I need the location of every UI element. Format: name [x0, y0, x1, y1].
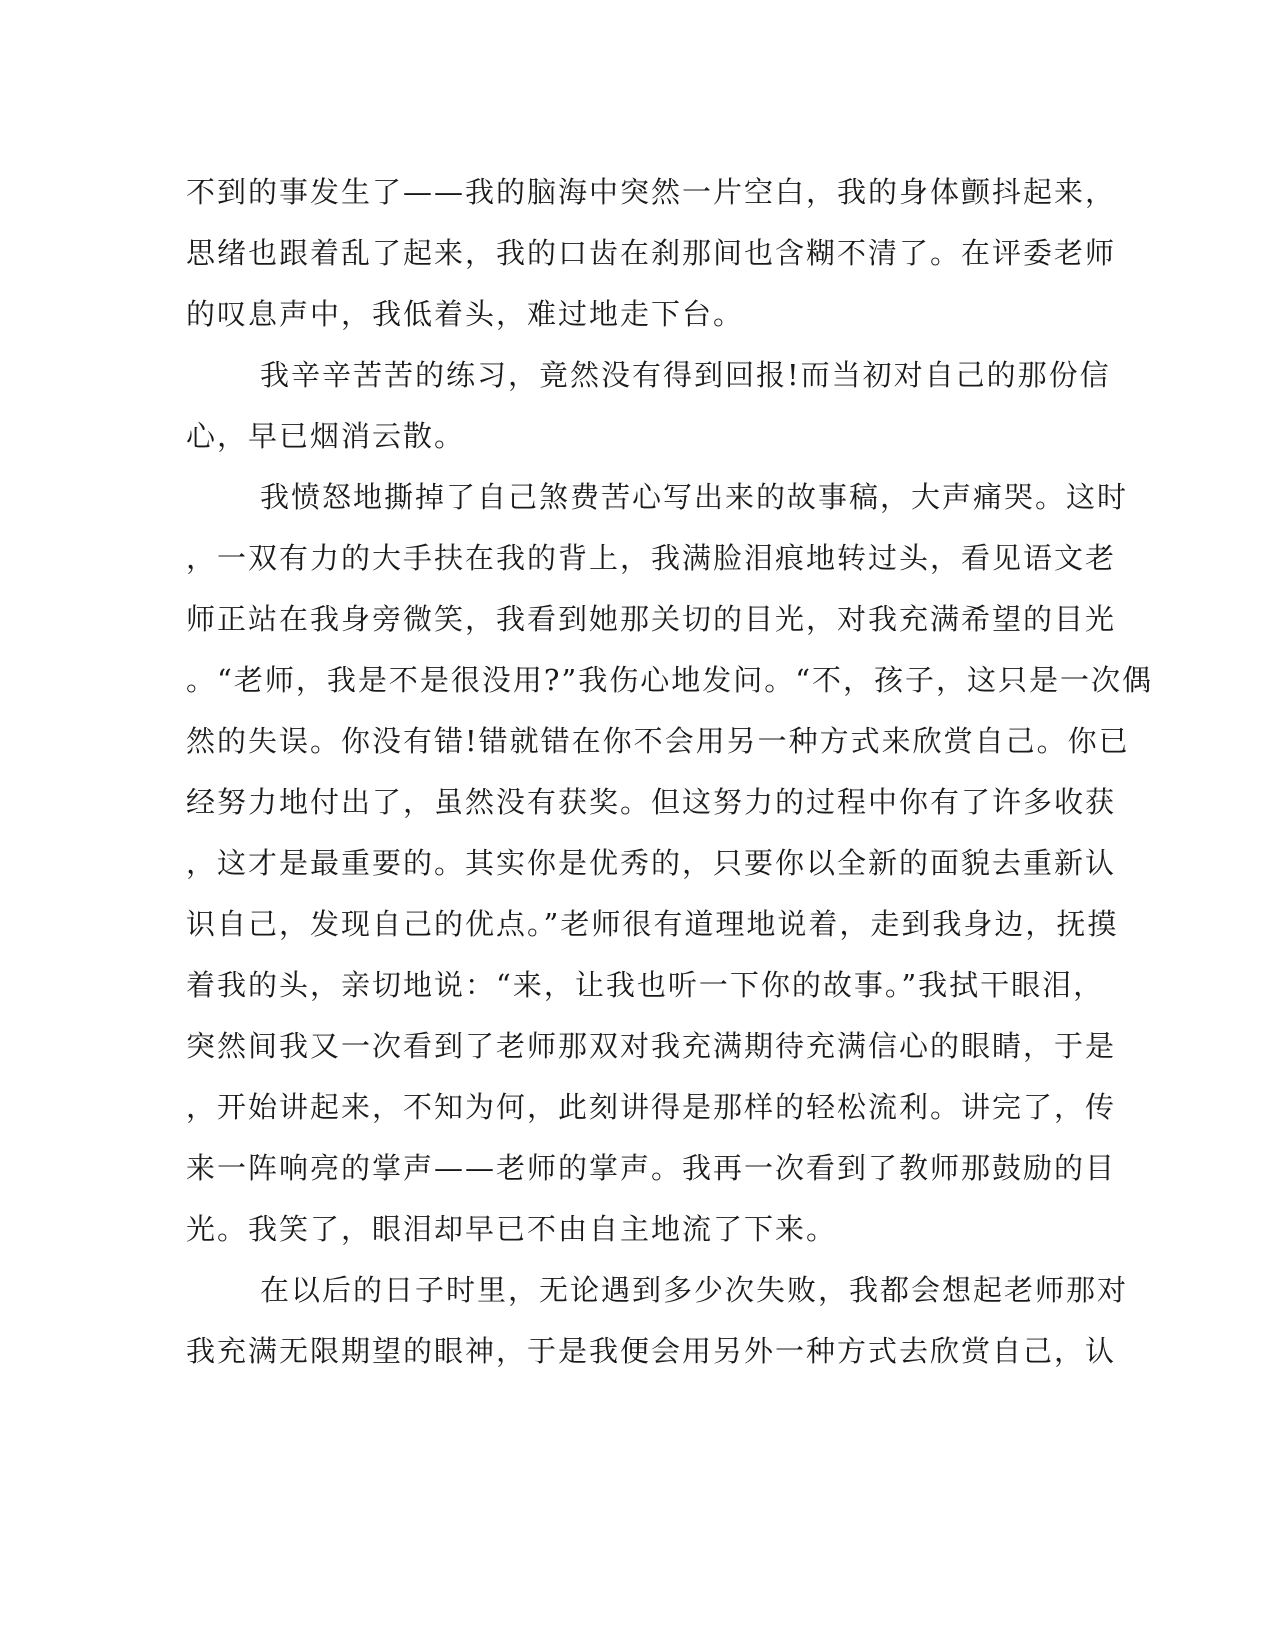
text-line: 然的失误。你没有错!错就错在你不会用另一种方式来欣赏自己。你已 [186, 724, 1130, 758]
document-body [186, 162, 1154, 1382]
text-line: 不到的事发生了——我的脑海中突然一片空白，我的身体颤抖起来， [186, 175, 1117, 209]
text-line: 心，早已烟消云散。 [186, 419, 466, 453]
text-line: 光。我笑了，眼泪却早已不由自主地流了下来。 [186, 1212, 838, 1246]
paragraph-start-line: 在以后的日子时里，无论遇到多少次失败，我都会想起老师那对 [260, 1273, 1129, 1307]
text-line: ，这才是最重要的。其实你是优秀的，只要你以全新的面貌去重新认 [186, 846, 1117, 880]
text-line: 的叹息声中，我低着头，难过地走下台。 [186, 297, 745, 331]
text-line: 着我的头，亲切地说：“来，让我也听一下你的故事。”我拭干眼泪， [186, 968, 1105, 1002]
text-line: 我充满无限期望的眼神，于是我便会用另外一种方式去欣赏自己，认 [186, 1334, 1117, 1368]
text-line: ，开始讲起来，不知为何，此刻讲得是那样的轻松流利。讲完了，传 [186, 1090, 1117, 1124]
paragraph-start-line: 我辛辛苦苦的练习，竟然没有得到回报!而当初对自己的那份信 [260, 358, 1111, 392]
text-line: 突然间我又一次看到了老师那双对我充满期待充满信心的眼睛，于是 [186, 1029, 1117, 1063]
text-line: 识自己，发现自己的优点。”老师很有道理地说着，走到我身边，抚摸 [186, 907, 1119, 941]
text-line: 思绪也跟着乱了起来，我的口齿在刹那间也含糊不清了。在评委老师 [186, 236, 1117, 270]
paragraph-start-line: 我愤怒地撕掉了自己煞费苦心写出来的故事稿，大声痛哭。这时 [260, 480, 1129, 514]
text-line: ，一双有力的大手扶在我的背上，我满脸泪痕地转过头，看见语文老 [186, 541, 1117, 575]
text-line: 经努力地付出了，虽然没有获奖。但这努力的过程中你有了许多收获 [186, 785, 1117, 819]
text-line: 来一阵响亮的掌声——老师的掌声。我再一次看到了教师那鼓励的目 [186, 1151, 1117, 1185]
text-line: 。“老师，我是不是很没用?”我伤心地发问。“不，孩子，这只是一次偶 [186, 663, 1154, 697]
text-line: 师正站在我身旁微笑，我看到她那关切的目光，对我充满希望的目光 [186, 602, 1117, 636]
